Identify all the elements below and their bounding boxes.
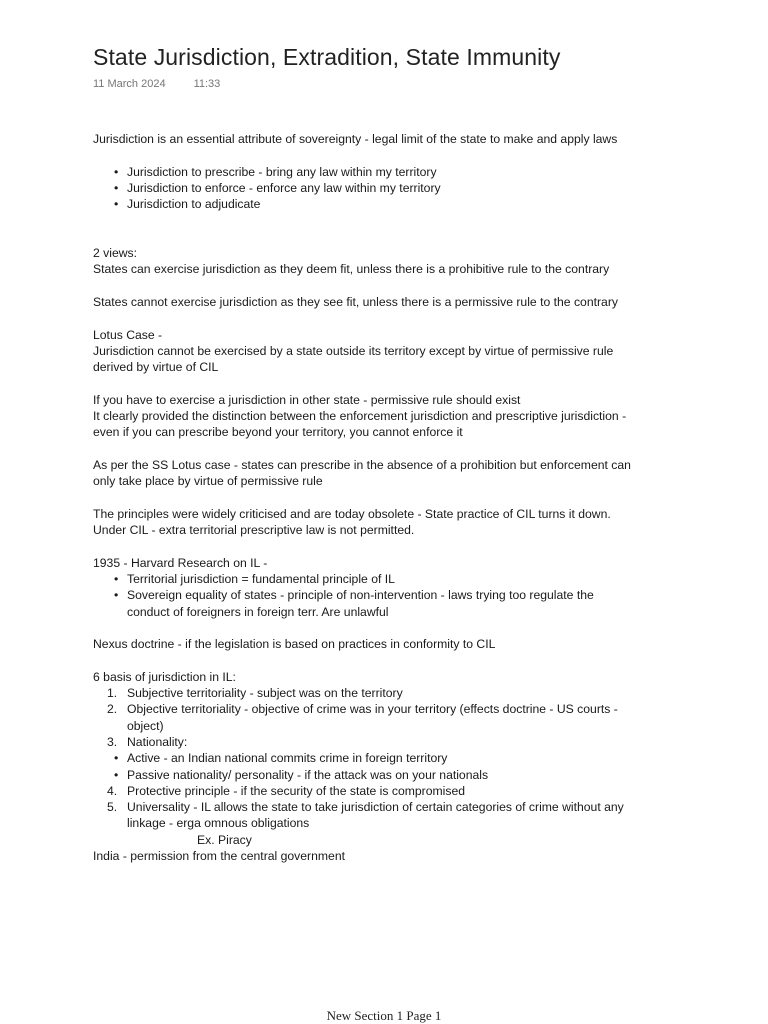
list-item: 3. Nationality: [107,734,188,749]
lotus-line: Jurisdiction cannot be exercised by a state outside its territory except by virtue of permissive rule derived by virtue of CIL [93,343,614,375]
views-heading: 2 views: [93,246,138,261]
list-item: • Jurisdiction to prescribe - bring any law within my territory [93,164,633,180]
page-date: 11 March 2024 [93,78,166,90]
lotus-line: If you have to exercise a jurisdiction in other state - permissive rule should exist [93,392,521,407]
lotus-heading: Lotus Case - [93,327,163,342]
lotus-line: The principles were widely criticised and are today obsolete - State practice of CIL turns it down. [93,506,611,521]
view-one: States can exercise jurisdiction as they deem fit, unless there is a prohibitive rule to the contrary [93,262,610,277]
lotus-line: It clearly provided the distinction between the enforcement jurisdiction and prescriptive jurisdiction - even if you can prescribe beyond your territory, you cannot enforce it [93,409,627,440]
list-item: • Jurisdiction to adjudicate [93,196,633,212]
list-item: • Passive nationality/ personality - if the attack was on your nationals [93,767,633,783]
intro-bullets [93,164,633,213]
page-footer: New Section 1 Page 1 [326,1008,442,1023]
page-title: State Jurisdiction, Extradition, State Immunity [93,44,561,70]
list-item: • Jurisdiction to enforce - enforce any law within my territory [93,180,633,196]
bases-list-continued [93,783,633,832]
intro-text: Jurisdiction is an essential attribute of sovereignty - legal limit of the state to make and apply laws [93,132,618,146]
note-content [93,131,633,864]
harvard-heading: 1935 - Harvard Research on IL - [93,555,268,570]
nexus-doctrine: Nexus doctrine - if the legislation is based on practices in conformity to CIL [93,637,496,652]
list-item: 2. Objective territoriality - objective of crime was in your territory (effects doctrine - US courts - object) [107,702,618,733]
lotus-line: Under CIL - extra territorial prescriptive law is not permitted. [93,523,415,538]
india-note: India - permission from the central government [93,849,345,864]
example-text: Ex. Piracy [197,832,252,847]
page-time: 11:33 [193,78,221,90]
view-two: States cannot exercise jurisdiction as they see fit, unless there is a permissive rule to the contrary [93,294,618,309]
nationality-bullets [93,750,633,783]
list-item: • Active - an Indian national commits crime in foreign territory [93,750,633,766]
lotus-line: As per the SS Lotus case - states can prescribe in the absence of a prohibition but enforcement can only take place by virtue of permissive rule [93,457,631,489]
list-item: • Territorial jurisdiction = fundamental principle of IL [93,571,633,587]
harvard-bullets [93,571,633,620]
bases-heading: 6 basis of jurisdiction in IL: [93,669,236,684]
list-item: 1. Subjective territoriality - subject was on the territory [107,686,403,701]
page-meta [93,78,220,90]
list-item: • Sovereign equality of states - principle of non-intervention - laws trying too regulate the conduct of foreigners in foreign terr. Are unlawful [93,587,633,620]
list-item: 4. Protective principle - if the security of the state is compromised [107,783,466,798]
bases-list [93,685,633,750]
list-item: 5. Universality - IL allows the state to take jurisdiction of certain categories of crime without any linkage - erga omnous obligations [107,800,624,831]
